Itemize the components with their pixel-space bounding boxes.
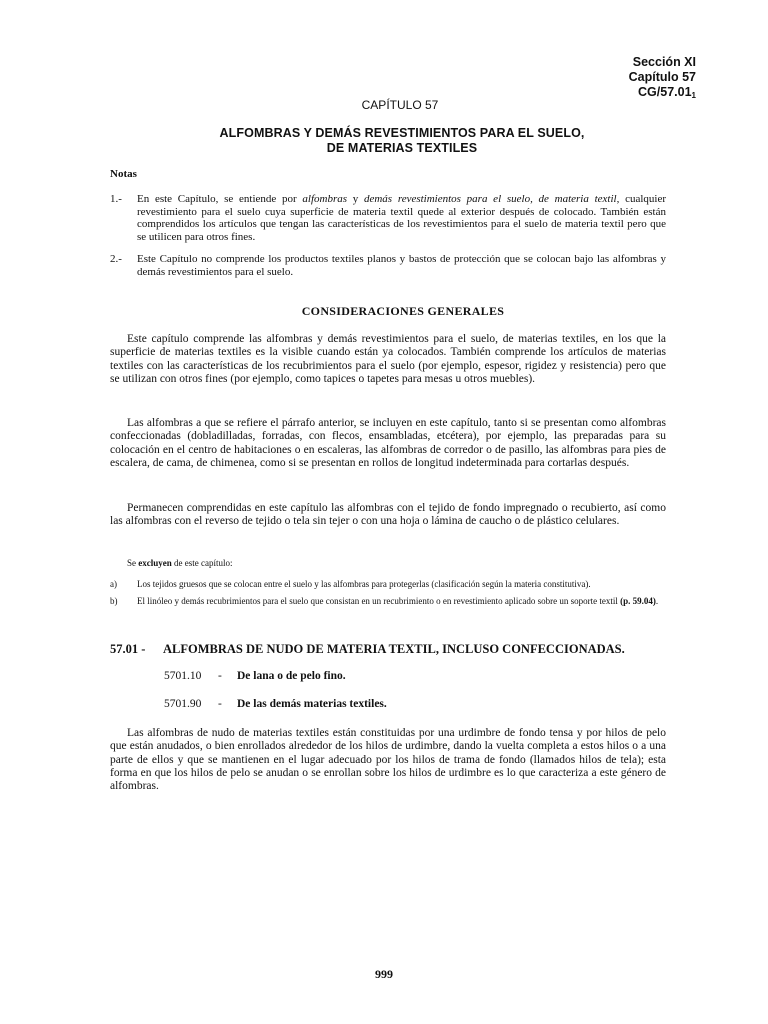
exclusion-item xyxy=(110,596,666,607)
note-number: 1.- xyxy=(110,193,122,205)
exclusions-intro xyxy=(127,558,232,568)
note-text-part: y xyxy=(347,193,364,205)
subheading-dash: - xyxy=(218,698,222,710)
note-item xyxy=(110,193,666,243)
general-considerations-heading: CONSIDERACIONES GENERALES xyxy=(301,304,505,318)
exclusion-text: Los tejidos gruesos que se colocan entre el suelo y las alfombras para protegerlas (clasificación según la materia constitutiva). xyxy=(137,579,591,589)
heading-57-01 xyxy=(110,642,625,657)
general-paragraph-1: Este capítulo comprende las alfombras y demás revestimientos para el suelo, de materias textiles, en los que la superficie de materias textiles es la visible cuando están ya colocados. También comprende los artículos de materias textiles con las características de los recubrimientos para el suelo (por ejemplo, espesor, rigidez y resistencia) pero que se utilizan con otros fines (por ejemplo, como tapices o tapetes para mesas u otros muebles). xyxy=(110,333,666,385)
page-header xyxy=(629,55,696,103)
subheading-code: 5701.90 xyxy=(164,698,202,710)
header-code-text: CG/57.01 xyxy=(638,85,692,99)
exclusion-label: a) xyxy=(110,579,117,589)
chapter-title-line-1: ALFOMBRAS Y DEMÁS REVESTIMIENTOS PARA EL SUELO, xyxy=(219,126,585,140)
exclusion-item xyxy=(110,579,666,590)
chapter-title-line-2: DE MATERIAS TEXTILES xyxy=(326,141,478,155)
note-number: 2.- xyxy=(110,253,122,265)
exclusion-label: b) xyxy=(110,596,118,606)
note-text xyxy=(137,193,666,243)
header-code-subscript: 1 xyxy=(691,91,696,100)
exclusion-text-part: . xyxy=(655,596,659,606)
paragraph-57-01: Las alfombras de nudo de materias textiles están constituidas por una urdimbre de fondo tensa y por hilos de pelo que están anudados, o bien enrollados alrededor de los hilos de urdimbre, dando la vuelta completa a estos hilos o a una parte de ellos y que se mantienen en el lugar adecuado por los hilos de trama de fondo (llamados hilos de tela); esta forma en que los hilos de pelo se anudan o se enrollan sobre los hilos de urdimbre es lo que caracteriza a este género de alfombras. xyxy=(110,727,666,793)
subheading-label: De lana o de pelo fino. xyxy=(237,670,346,682)
exclusion-text xyxy=(137,596,666,607)
note-term-revestimientos: demás revestimientos para el suelo, de materia textil, xyxy=(363,193,620,205)
note-term-alfombras: alfombras xyxy=(302,193,348,205)
chapter-number: CAPÍTULO 57 xyxy=(361,98,439,112)
header-chapter: Capítulo 57 xyxy=(628,70,696,84)
exclusions-intro-bold: excluyen xyxy=(138,558,172,568)
page-number: 999 xyxy=(375,967,393,981)
note-text-part: cualquier revestimiento para el suelo cuya superficie de materia textil quede al exterior después de colocado. También están comprendidos los artículos que tengan las características de los revestimientos para el suelo de materia textil pero que se utilicen para otros fines. xyxy=(137,193,666,243)
subheading-label: De las demás materias textiles. xyxy=(237,698,387,710)
note-text-part: En este Capítulo, se entiende por xyxy=(137,193,303,205)
subheading-code: 5701.10 xyxy=(164,670,202,682)
subheading-dash: - xyxy=(218,670,222,682)
note-text: Este Capítulo no comprende los productos textiles planos y bastos de protección que se colocan bajo las alfombras y demás revestimientos para el suelo. xyxy=(137,253,666,278)
exclusions-intro-text: de este capítulo: xyxy=(171,558,233,568)
heading-code: 57.01 - xyxy=(110,642,146,656)
general-paragraph-3: Permanecen comprendidas en este capítulo las alfombras con el tejido de fondo impregnado o recubierto, así como las alfombras con el reverso de tejido o tela sin tejer o con una hoja o lámina de caucho o de plástico celulares. xyxy=(110,502,666,528)
exclusion-reference: (p. 59.04) xyxy=(620,596,656,606)
exclusion-text-part: El linóleo y demás recubrimientos para el suelo que consistan en un recubrimiento o en revestimiento aplicado sobre un soporte textil xyxy=(137,596,618,606)
note-item xyxy=(110,253,666,278)
heading-title: ALFOMBRAS DE NUDO DE MATERIA TEXTIL, INCLUSO CONFECCIONADAS. xyxy=(163,642,625,656)
notes-heading: Notas xyxy=(110,168,137,180)
general-paragraph-2: Las alfombras a que se refiere el párrafo anterior, se incluyen en este capítulo, tanto si se presentan como alfombras confeccionadas (dobladilladas, forradas, con flecos, ensambladas, etcétera), por ejemplo, las preparadas para su colocación en el centro de habitaciones o en escaleras, las alfombras de corredor o de pasillo, las alfombras para pies de escalera, de cama, de chimenea, como si se presentan en rollos de longitud indeterminada para cortarlas después. xyxy=(110,417,666,469)
header-section: Sección XI xyxy=(632,55,696,69)
chapter-title xyxy=(0,126,768,156)
subheading-row xyxy=(164,698,387,710)
exclusions-intro-text: Se xyxy=(127,558,139,568)
subheading-row xyxy=(164,670,346,682)
